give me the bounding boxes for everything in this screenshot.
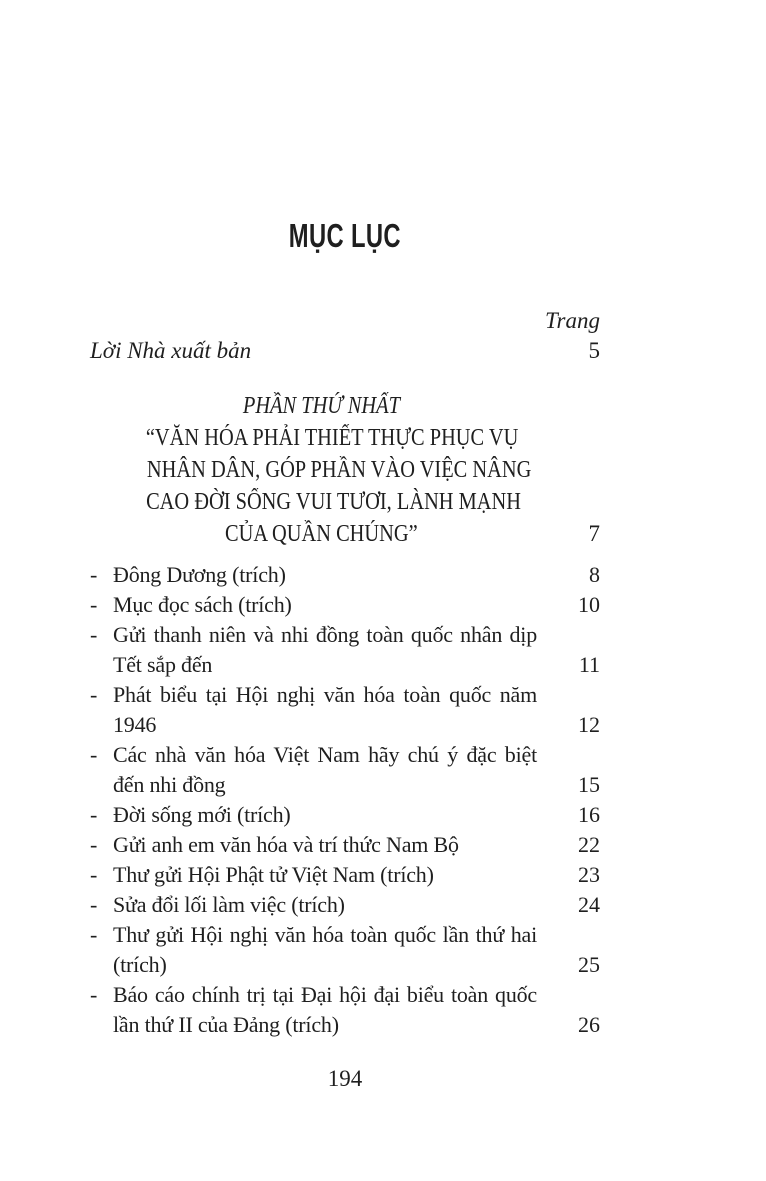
toc-entry-page-number: 15: [578, 772, 600, 797]
toc-entry-page-number: 26: [578, 1012, 600, 1037]
toc-entry: [90, 560, 600, 590]
toc-entry-page-number: 23: [578, 862, 600, 887]
section-subtitle-line-text: “VĂN HÓA PHẢI THIẾT THỰC PHỤC VỤ: [145, 425, 519, 451]
toc-entry-dash: -: [90, 562, 98, 587]
toc-entry-dash: -: [90, 982, 98, 1007]
toc-entry-title: Gửi thanh niên và nhi đồng toàn quốc nhân dịp Tết sắp đến: [113, 622, 537, 677]
toc-entry-page-number: 10: [578, 592, 600, 617]
section-subtitle: [113, 422, 532, 550]
page-title: [90, 218, 600, 254]
toc-entry-page-number: 22: [578, 832, 600, 857]
toc-entry-title: Đông Dương (trích): [113, 562, 286, 587]
section-subtitle-line: [113, 486, 529, 518]
toc-entry: [90, 800, 600, 830]
section-subtitle-line: [113, 518, 529, 550]
toc-entry-page-number: 16: [578, 802, 600, 827]
section-part-title: [113, 390, 529, 422]
toc-entry-dash: -: [90, 592, 98, 617]
toc-entry: [90, 890, 600, 920]
toc-entry-dash: -: [90, 892, 98, 917]
toc-entry-page-number: 11: [578, 652, 600, 677]
front-matter-title: Lời Nhà xuất bản: [90, 338, 252, 363]
section-subtitle-line: [113, 454, 532, 486]
toc-entry-dash: -: [90, 682, 98, 707]
toc-entry-title: Thư gửi Hội Phật tử Việt Nam (trích): [113, 862, 434, 887]
toc-entry: [90, 830, 600, 860]
toc-entry-page-number: 25: [578, 952, 600, 977]
front-matter-page-number: 5: [588, 338, 600, 363]
toc-entry-page-number: 8: [589, 562, 600, 587]
toc-entry-dash: -: [90, 802, 98, 827]
toc-entry-page-number: 24: [578, 892, 600, 917]
toc-entry-title: Đời sống mới (trích): [113, 802, 291, 827]
toc-entry-title: Phát biểu tại Hội nghị văn hóa toàn quốc năm 1946: [113, 682, 537, 737]
folio-page-number: 194: [327, 1066, 363, 1091]
toc-entry-dash: -: [90, 862, 98, 887]
toc-entry-page-number: 12: [578, 712, 600, 737]
toc-entry-title: Gửi anh em văn hóa và trí thức Nam Bộ: [113, 832, 459, 857]
toc-entry-dash: -: [90, 742, 98, 767]
toc-entry-title: Thư gửi Hội nghị văn hóa toàn quốc lần thứ hai (trích): [113, 922, 537, 977]
section-page-number: 7: [588, 521, 600, 546]
toc-entry: [90, 860, 600, 890]
page-column-header: Trang: [545, 308, 600, 333]
toc-entry: [90, 590, 600, 620]
toc-entry: [90, 740, 600, 800]
front-matter-entry: [90, 336, 600, 366]
toc-entry-title: Mục đọc sách (trích): [113, 592, 292, 617]
toc-entry-dash: -: [90, 832, 98, 857]
toc-entry-title: Sửa đổi lối làm việc (trích): [113, 892, 345, 917]
toc-entry-dash: -: [90, 622, 98, 647]
toc-entry-title: Báo cáo chính trị tại Đại hội đại biểu toàn quốc lần thứ II của Đảng (trích): [113, 982, 537, 1037]
section-subtitle-line: [113, 422, 529, 454]
toc-list: [90, 560, 600, 1040]
section-subtitle-line-text: CAO ĐỜI SỐNG VUI TƯƠI, LÀNH MẠNH: [146, 489, 521, 515]
section-part-title-text: PHẦN THỨ NHẤT: [242, 393, 400, 419]
section-subtitle-line-text: NHÂN DÂN, GÓP PHẦN VÀO VIỆC NÂNG: [146, 457, 532, 483]
page-title-text: MỤC LỤC: [288, 217, 402, 254]
toc-entry: [90, 620, 600, 680]
toc-entry: [90, 680, 600, 740]
toc-entry-dash: -: [90, 922, 98, 947]
section-heading: [113, 390, 600, 550]
toc-entry: [90, 980, 600, 1040]
section-subtitle-line-text: CỦA QUẦN CHÚNG”: [224, 521, 418, 547]
toc-entry: [90, 920, 600, 980]
toc-entry-title: Các nhà văn hóa Việt Nam hãy chú ý đặc biệt đến nhi đồng: [113, 742, 537, 797]
